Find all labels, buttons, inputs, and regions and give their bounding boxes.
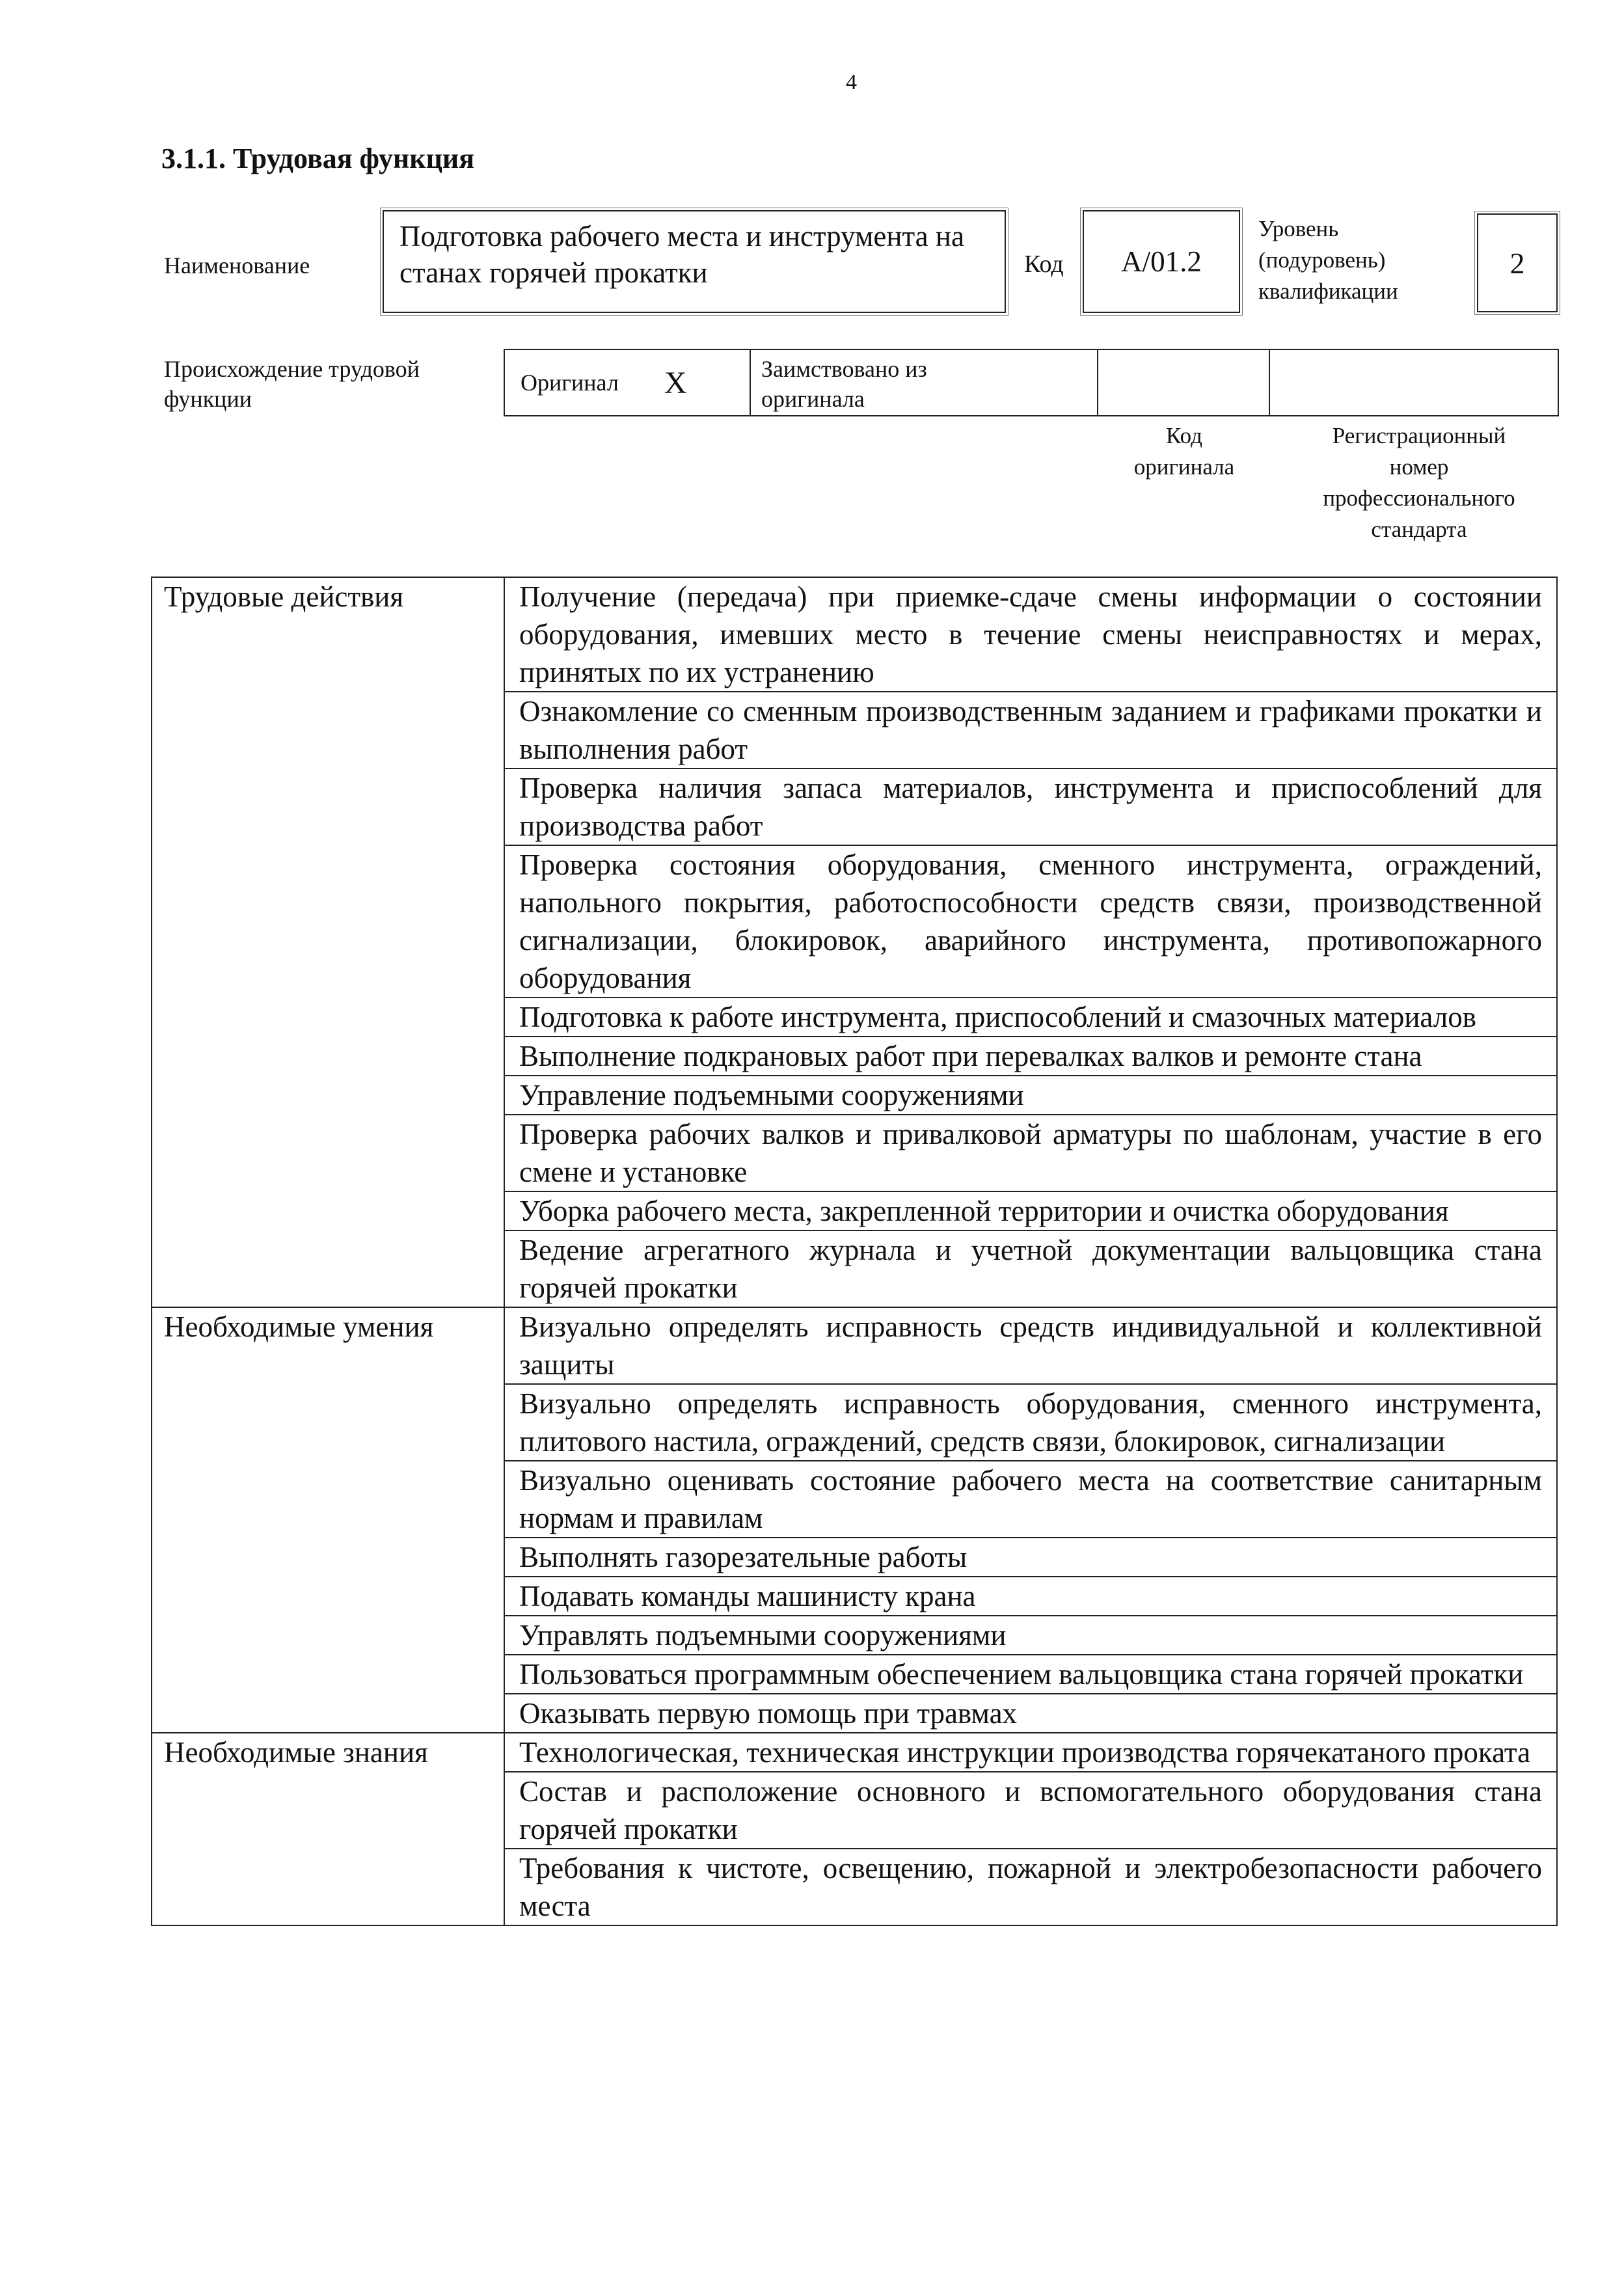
table-cell: Визуально определять исправность оборудования, сменного инструмента, плитового настила, ограждений, средств связи, блокировок, сигнализации	[504, 1384, 1557, 1461]
function-details-table	[151, 577, 1558, 1926]
code-caption-line-2: оригинала	[1133, 454, 1235, 480]
registration-number-cell	[1270, 350, 1558, 415]
borrowed-label-line-2: оригинала	[761, 386, 865, 412]
table-cell: Оказывать первую помощь при травмах	[504, 1694, 1557, 1733]
table-cell: Пользоваться программным обеспечением вальцовщика стана горячей прокатки	[504, 1655, 1557, 1694]
code-caption	[1098, 420, 1270, 483]
table-cell: Уборка рабочего места, закрепленной территории и очистка оборудования	[504, 1191, 1557, 1230]
knowledge-category: Необходимые знания	[152, 1733, 504, 1925]
table-cell: Получение (передача) при приемке-сдаче смены информации о состоянии оборудования, имевших место в течение смены неисправностях и мерах, принятых по их устранению	[504, 577, 1557, 692]
skills-category: Необходимые умения	[152, 1307, 504, 1733]
reg-caption-line-2: номер	[1389, 454, 1449, 480]
original-cell	[505, 350, 751, 415]
qualification-level-box: 2	[1477, 213, 1558, 312]
table-cell: Выполнение подкрановых работ при перевалках валков и ремонте стана	[504, 1037, 1557, 1076]
table-cell: Подавать команды машинисту крана	[504, 1577, 1557, 1616]
reg-caption-line-1: Регистрационный	[1332, 423, 1506, 448]
origin-label-line-2: функции	[164, 386, 252, 412]
table-cell: Подготовка к работе инструмента, приспособлений и смазочных материалов	[504, 998, 1557, 1037]
table-cell: Управление подъемными сооружениями	[504, 1076, 1557, 1115]
borrowed-label-line-1: Заимствовано из	[761, 356, 927, 382]
original-mark: X	[664, 365, 687, 400]
page-number: 4	[846, 70, 857, 94]
table-cell: Визуально оценивать состояние рабочего места на соответствие санитарным нормам и правилам	[504, 1461, 1557, 1538]
level-label-line-2: (подуровень)	[1258, 247, 1386, 273]
level-label-line-1: Уровень	[1258, 216, 1339, 241]
origin-label-line-1: Происхождение трудовой	[164, 356, 420, 382]
table-cell: Визуально определять исправность средств индивидуальной и коллективной защиты	[504, 1307, 1557, 1384]
name-label: Наименование	[164, 252, 310, 278]
borrowed-cell	[751, 350, 1098, 415]
reg-caption-line-3: профессионального	[1323, 485, 1515, 511]
table-cell: Состав и расположение основного и вспомогательного оборудования стана горячей прокатки	[504, 1772, 1557, 1849]
actions-category: Трудовые действия	[152, 577, 504, 1307]
table-row	[152, 577, 1557, 692]
code-label: Код	[1024, 251, 1064, 278]
code-caption-line-1: Код	[1166, 423, 1202, 448]
table-cell: Требования к чистоте, освещению, пожарной и электробезопасности рабочего места	[504, 1849, 1557, 1925]
level-label	[1258, 213, 1398, 307]
table-row	[152, 1307, 1557, 1384]
table-cell: Ведение агрегатного журнала и учетной документации вальцовщика стана горячей прокатки	[504, 1230, 1557, 1307]
reg-caption-line-4: стандарта	[1371, 517, 1467, 542]
table-cell: Технологическая, техническая инструкции производства горячекатаного проката	[504, 1733, 1557, 1772]
origin-row	[504, 349, 1559, 416]
table-row	[152, 1733, 1557, 1772]
level-label-line-3: квалификации	[1258, 278, 1398, 304]
function-name-box: Подготовка рабочего места и инструмента на станах горячей прокатки	[383, 210, 1006, 313]
section-title: 3.1.1. Трудовая функция	[161, 143, 475, 174]
table-cell: Проверка состояния оборудования, сменного инструмента, ограждений, напольного покрытия, работоспособности средств связи, производственной сигнализации, блокировок, аварийного инструмента, противопожарного оборудования	[504, 845, 1557, 998]
original-code-cell	[1098, 350, 1270, 415]
function-code-box: А/01.2	[1083, 210, 1240, 313]
registration-caption	[1279, 420, 1559, 545]
original-label: Оригинал	[521, 370, 619, 396]
table-cell: Проверка рабочих валков и привалковой арматуры по шаблонам, участие в его смене и установке	[504, 1115, 1557, 1191]
table-cell: Выполнять газорезательные работы	[504, 1538, 1557, 1577]
table-cell: Проверка наличия запаса материалов, инструмента и приспособлений для производства работ	[504, 768, 1557, 845]
table-cell: Управлять подъемными сооружениями	[504, 1616, 1557, 1655]
table-cell: Ознакомление со сменным производственным заданием и графиками прокатки и выполнения работ	[504, 692, 1557, 768]
origin-label	[164, 354, 420, 414]
